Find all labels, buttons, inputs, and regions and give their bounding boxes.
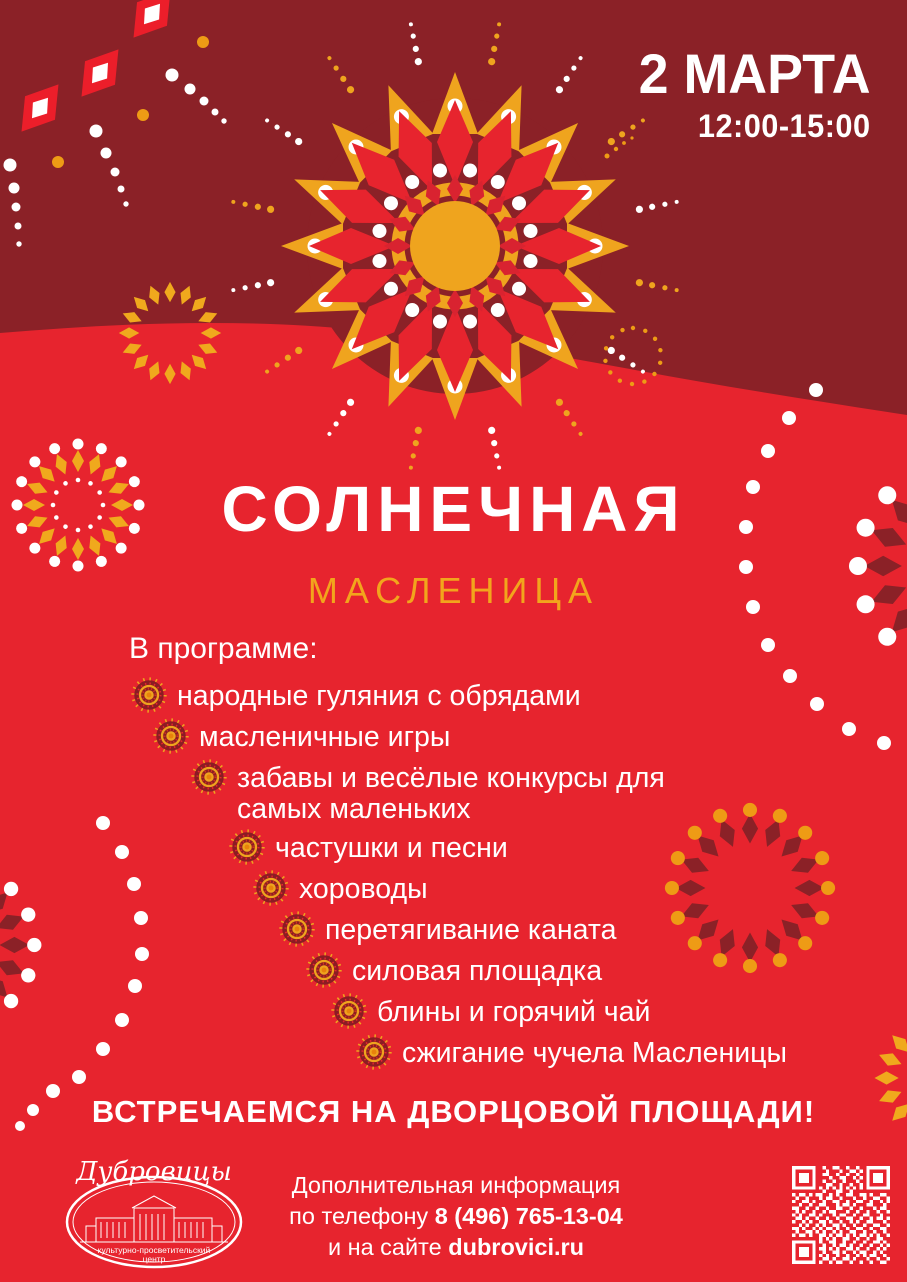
program-item — [330, 992, 787, 1030]
sun-bullet-icon — [130, 676, 168, 714]
dubrovitsy-logo — [46, 1150, 262, 1274]
qr-code — [792, 1166, 890, 1264]
program-item-label: масленичные игры — [199, 721, 451, 753]
poster-title: СОЛНЕЧНАЯ — [221, 473, 686, 545]
program-item — [228, 828, 787, 866]
program-heading: В программе: — [129, 632, 318, 665]
sun-bullet-icon — [278, 910, 316, 948]
program-item — [278, 910, 787, 948]
program-item — [190, 758, 787, 825]
program-item — [130, 676, 787, 714]
logo-title: Дубровицы — [76, 1157, 232, 1187]
program-item-label: хороводы — [299, 872, 428, 905]
logo-subtitle-line1: культурно-просветительский — [97, 1245, 211, 1255]
program-list — [127, 676, 787, 1071]
program-item — [355, 1033, 787, 1071]
program-item-label: народные гуляния с обрядами — [177, 680, 581, 712]
program-item-label: силовая площадка — [352, 954, 603, 987]
phone-number: 8 (496) 765-13-04 — [434, 1203, 623, 1230]
event-date: 2 МАРТА — [639, 42, 871, 105]
sun-bullet-icon — [190, 758, 228, 796]
program-section — [127, 632, 787, 1074]
program-item — [252, 869, 787, 907]
program-item-label: блины и горячий чай — [377, 995, 651, 1028]
sun-bullet-icon — [228, 828, 266, 866]
website-url: dubrovici.ru — [448, 1234, 585, 1261]
program-item-label: частушки и песни — [275, 831, 508, 864]
program-item-label: сжигание чучела Масленицы — [402, 1036, 787, 1069]
sun-bullet-icon — [152, 717, 190, 755]
meeting-banner: ВСТРЕЧАЕМСЯ НА ДВОРЦОВОЙ ПЛОЩАДИ! — [91, 1094, 816, 1129]
sun-bullet-icon — [355, 1033, 393, 1071]
program-item-label: перетягивание каната — [325, 913, 617, 946]
poster-subtitle: МАСЛЕНИЦА — [307, 570, 600, 611]
sun-bullet-icon — [252, 869, 290, 907]
sun-bullet-icon — [330, 992, 368, 1030]
event-time: 12:00-15:00 — [698, 108, 871, 144]
program-item-label: забавы и весёлые конкурсы для самых маленьких — [237, 762, 665, 825]
contact-info — [260, 1170, 652, 1263]
program-item — [152, 717, 787, 755]
event-datetime — [639, 42, 871, 144]
info-line3: и на сайте dubrovici.ru — [327, 1234, 585, 1261]
program-item — [305, 951, 787, 989]
sun-bullet-icon — [305, 951, 343, 989]
logo-building-icon — [80, 1196, 228, 1242]
info-line1: Дополнительная информация — [291, 1172, 621, 1198]
logo-subtitle-line2: центр — [142, 1254, 166, 1264]
info-line2: по телефону 8 (496) 765-13-04 — [289, 1203, 623, 1230]
